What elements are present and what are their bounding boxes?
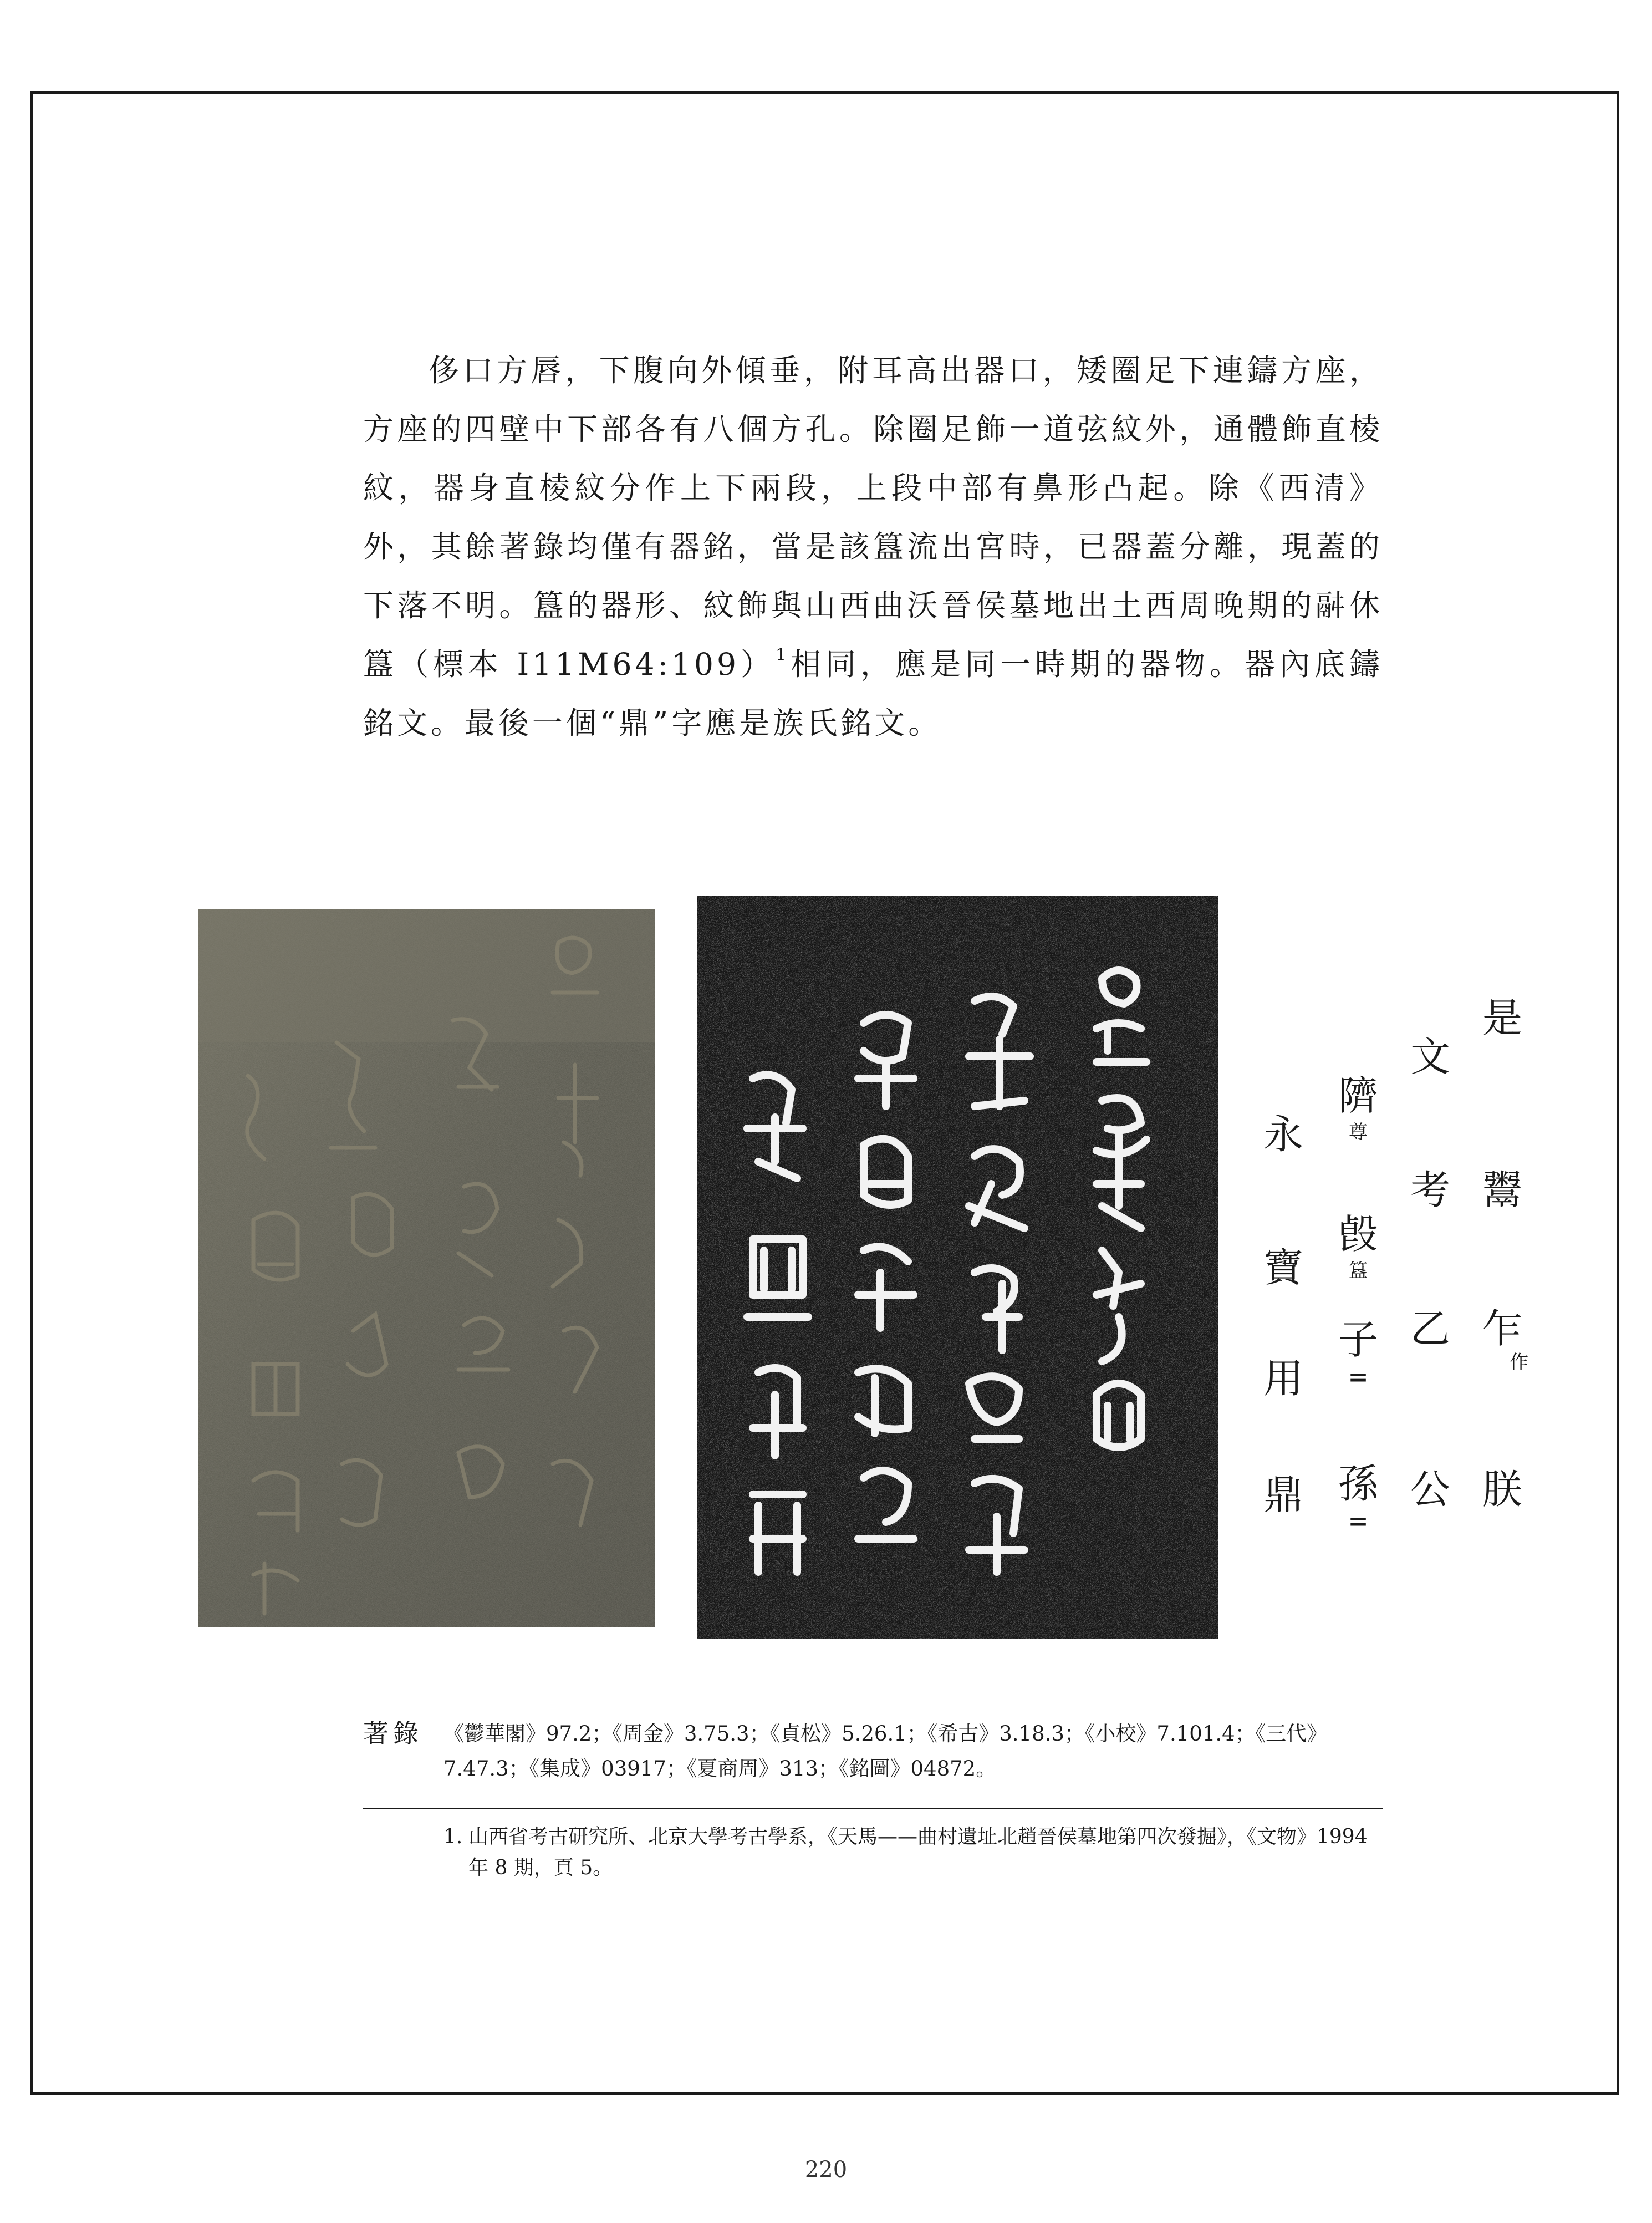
inscription-transcription	[1245, 995, 1533, 1542]
transcription-note: 作	[1510, 1351, 1528, 1374]
transcription-char: 乍	[1482, 1305, 1522, 1352]
footnote-text: 山西省考古研究所、北京大學考古學系，《天馬——曲村遺址北趙晉侯墓地第四次發掘》，《文物》1994 年 8 期，頁 5。	[468, 1825, 1368, 1879]
transcription-char: 寶	[1263, 1244, 1303, 1291]
repetition-mark: =	[1348, 1363, 1369, 1391]
bibliography-label: 著錄	[363, 1718, 423, 1748]
transcription-char: 文	[1410, 1034, 1450, 1080]
description-paragraph	[363, 341, 1383, 752]
transcription-char: 鬻	[1482, 1167, 1522, 1213]
transcription-char: 朕	[1482, 1466, 1522, 1513]
inscription-rubbing	[697, 896, 1218, 1639]
inscription-rubbing-image	[697, 896, 1218, 1639]
description-text-part1: 侈口方唇，下腹向外傾垂，附耳高出器口，矮圈足下連鑄方座，方座的四壁中下部各有八個方孔。除圈足飾一道弦紋外，通體飾直棱紋，器身直棱紋分作上下兩段，上段中部有鼻形凸起。除《西清》外，其餘著錄均僅有器銘，當是該簋流出宮時，已器蓋分離，現蓋的下落不明。簋的器形、紋飾與山西曲沃晉侯墓地出土西周晚期的𩰫休簋（標本 I11M64:109）	[363, 353, 1383, 682]
bibliography-references: 《鬱華閣》97.2；《周金》3.75.3；《貞松》5.26.1；《希古》3.18.3；《小校》7.101.4；《三代》7.47.3；《集成》03917；《夏商周》313；《銘圖》04872。	[443, 1722, 1328, 1781]
repetition-mark: =	[1348, 1507, 1369, 1535]
transcription-note: 尊	[1349, 1121, 1368, 1143]
inscription-photo-image	[198, 909, 655, 1627]
footnote-divider	[363, 1808, 1383, 1809]
transcription-char: 考	[1410, 1167, 1450, 1213]
bibliography	[363, 1716, 1383, 1786]
transcription-char: 公	[1410, 1466, 1450, 1513]
inscription-photo	[198, 909, 655, 1627]
transcription-note: 簋	[1349, 1260, 1368, 1282]
footnote-reference[interactable]: 1	[775, 645, 790, 665]
transcription-char: 是	[1482, 995, 1522, 1041]
transcription-char: 㲃	[1338, 1211, 1378, 1258]
footnote-number: 1.	[443, 1825, 463, 1848]
transcription-char: 孫	[1338, 1461, 1378, 1507]
transcription-char: 隮	[1338, 1072, 1378, 1119]
description-text-part2: 相同，應是同一時期的器物。器內底鑄銘文。最後一個“鼎”字應是族氏銘文。	[363, 647, 1383, 741]
transcription-char: 乙	[1410, 1305, 1450, 1352]
description-text	[363, 341, 1383, 752]
transcription-char: 子	[1338, 1316, 1378, 1363]
transcription-char: 永	[1263, 1111, 1303, 1158]
transcription-char: 用	[1263, 1355, 1303, 1402]
page-number: 220	[804, 2157, 848, 2183]
transcription-char: 鼎	[1263, 1472, 1303, 1518]
footnote	[443, 1822, 1386, 1884]
